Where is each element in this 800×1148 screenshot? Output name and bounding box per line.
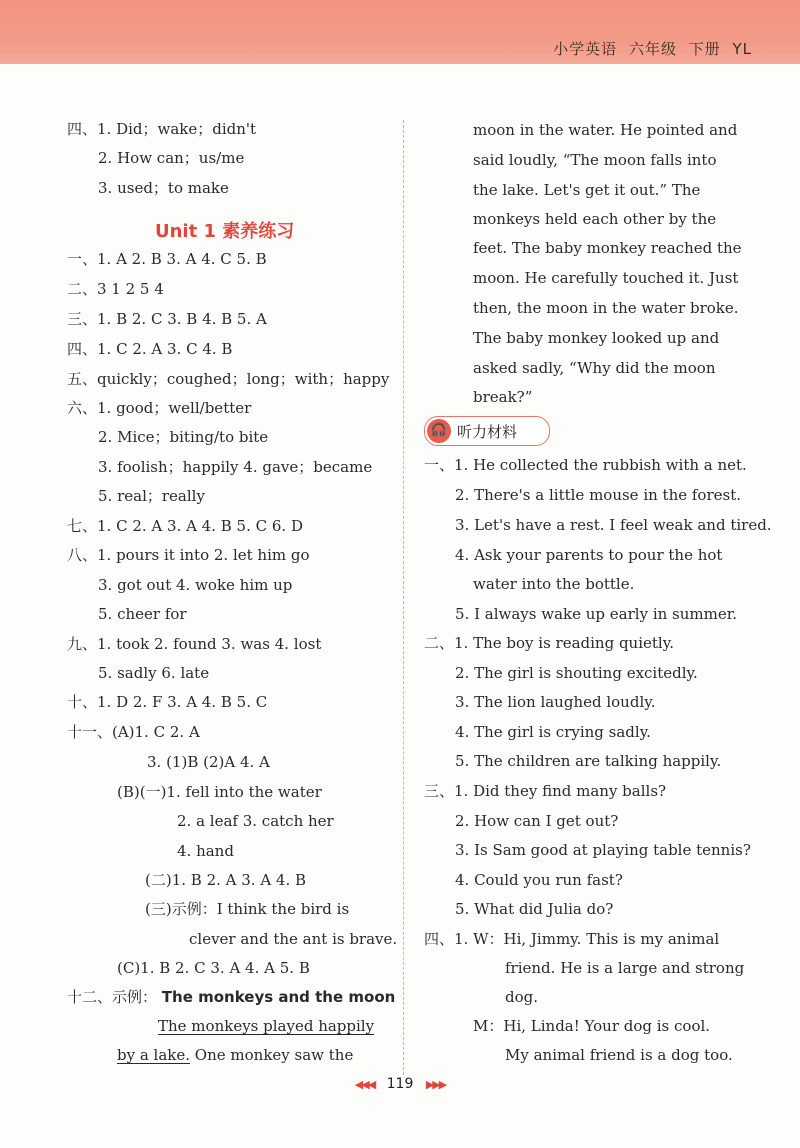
left-line: 十、1. D 2. F 3. A 4. B 5. C xyxy=(67,693,268,711)
left-line: 三、1. B 2. C 3. B 4. B 5. A xyxy=(67,310,267,328)
right-line: 2. How can I get out? xyxy=(455,812,619,830)
left-line: 七、1. C 2. A 3. A 4. B 5. C 6. D xyxy=(67,517,303,535)
left-line: 5. sadly 6. late xyxy=(98,664,210,682)
right-line: moon. He carefully touched it. Just xyxy=(473,269,739,287)
left-line: by a lake. One monkey saw the xyxy=(117,1046,354,1064)
right-line: 5. The children are talking happily. xyxy=(455,752,722,770)
left-line: 2. Mice；biting/to bite xyxy=(98,428,269,446)
left-line: 2. How can；us/me xyxy=(98,149,245,167)
page-number: 119 xyxy=(386,1076,414,1092)
header-subject-label: 小学英语 六年级 下册 YL xyxy=(553,40,752,58)
right-line: friend. He is a large and strong xyxy=(505,959,745,977)
right-line: 一、1. He collected the rubbish with a net. xyxy=(424,456,747,474)
right-line: 4. Ask your parents to pour the hot xyxy=(455,546,723,564)
left-line: 3. foolish；happily 4. gave；became xyxy=(98,458,373,476)
right-line: feet. The baby monkey reached the xyxy=(473,239,742,257)
left-line: (三)示例：I think the bird is xyxy=(145,900,350,918)
right-arrows-icon: ▶▶▶ xyxy=(425,1078,446,1091)
left-line: 二、3 1 2 5 4 xyxy=(67,280,164,298)
unit-title: Unit 1 素养练习 xyxy=(155,221,295,242)
right-line: 4. Could you run fast? xyxy=(455,871,623,889)
left-line: 3. used；to make xyxy=(98,179,229,197)
headphones-icon: 🎧 xyxy=(427,419,451,443)
right-line: 3. Let's have a rest. I feel weak and tired. xyxy=(455,516,772,534)
left-line: 九、1. took 2. found 3. was 4. lost xyxy=(67,635,322,653)
right-line: 二、1. The boy is reading quietly. xyxy=(424,634,674,652)
right-line: 3. Is Sam good at playing table tennis? xyxy=(455,841,751,859)
left-line: 3. (1)B (2)A 4. A xyxy=(147,753,270,771)
left-line: 五、quickly；coughed；long；with；happy xyxy=(67,370,390,388)
left-line: (二)1. B 2. A 3. A 4. B xyxy=(145,871,307,889)
badge-label: 听力材料 xyxy=(457,423,518,441)
page-header-band xyxy=(0,0,800,64)
page-footer xyxy=(0,1076,800,1092)
left-line: (B)(一)1. fell into the water xyxy=(117,783,322,801)
right-line: break?” xyxy=(473,388,533,406)
left-arrows-icon: ◀◀◀ xyxy=(354,1078,375,1091)
left-line: 一、1. A 2. B 3. A 4. C 5. B xyxy=(67,250,267,268)
left-line: (C)1. B 2. C 3. A 4. A 5. B xyxy=(117,959,310,977)
right-line: The baby monkey looked up and xyxy=(473,329,720,347)
left-line: 5. cheer for xyxy=(98,605,187,623)
right-line: 5. I always wake up early in summer. xyxy=(455,605,738,623)
right-line: water into the bottle. xyxy=(473,575,635,593)
left-line: 四、1. Did；wake；didn't xyxy=(67,120,257,138)
right-line: My animal friend is a dog too. xyxy=(505,1046,733,1064)
right-line: 4. The girl is crying sadly. xyxy=(455,723,651,741)
left-line: 四、1. C 2. A 3. C 4. B xyxy=(67,340,233,358)
left-line: 六、1. good；well/better xyxy=(67,399,252,417)
right-line: monkeys held each other by the xyxy=(473,210,717,228)
right-line: dog. xyxy=(505,988,539,1006)
left-line: 十二、示例： The monkeys and the moon xyxy=(67,988,396,1006)
right-line: 四、1. W：Hi, Jimmy. This is my animal xyxy=(424,930,720,948)
right-line: then, the moon in the water broke. xyxy=(473,299,739,317)
left-line: 3. got out 4. woke him up xyxy=(98,576,293,594)
right-line: the lake. Let's get it out.” The xyxy=(473,181,701,199)
right-line: said loudly, “The moon falls into xyxy=(473,151,717,169)
left-line: The monkeys played happily xyxy=(158,1017,375,1035)
right-line: M：Hi, Linda! Your dog is cool. xyxy=(473,1017,711,1035)
left-line: 2. a leaf 3. catch her xyxy=(177,812,334,830)
right-line: 2. The girl is shouting excitedly. xyxy=(455,664,698,682)
right-line: moon in the water. He pointed and xyxy=(473,121,738,139)
listening-material-badge xyxy=(424,416,550,446)
left-line: 八、1. pours it into 2. let him go xyxy=(67,546,310,564)
right-line: 三、1. Did they find many balls? xyxy=(424,782,667,800)
right-line: asked sadly, “Why did the moon xyxy=(473,359,716,377)
right-line: 2. There's a little mouse in the forest. xyxy=(455,486,742,504)
right-line: 3. The lion laughed loudly. xyxy=(455,693,656,711)
left-line: 5. real；really xyxy=(98,487,205,505)
left-line: 4. hand xyxy=(177,842,234,860)
left-line: clever and the ant is brave. xyxy=(189,930,398,948)
left-line: 十一、(A)1. C 2. A xyxy=(67,723,200,741)
right-line: 5. What did Julia do? xyxy=(455,900,614,918)
column-divider xyxy=(403,120,404,1075)
